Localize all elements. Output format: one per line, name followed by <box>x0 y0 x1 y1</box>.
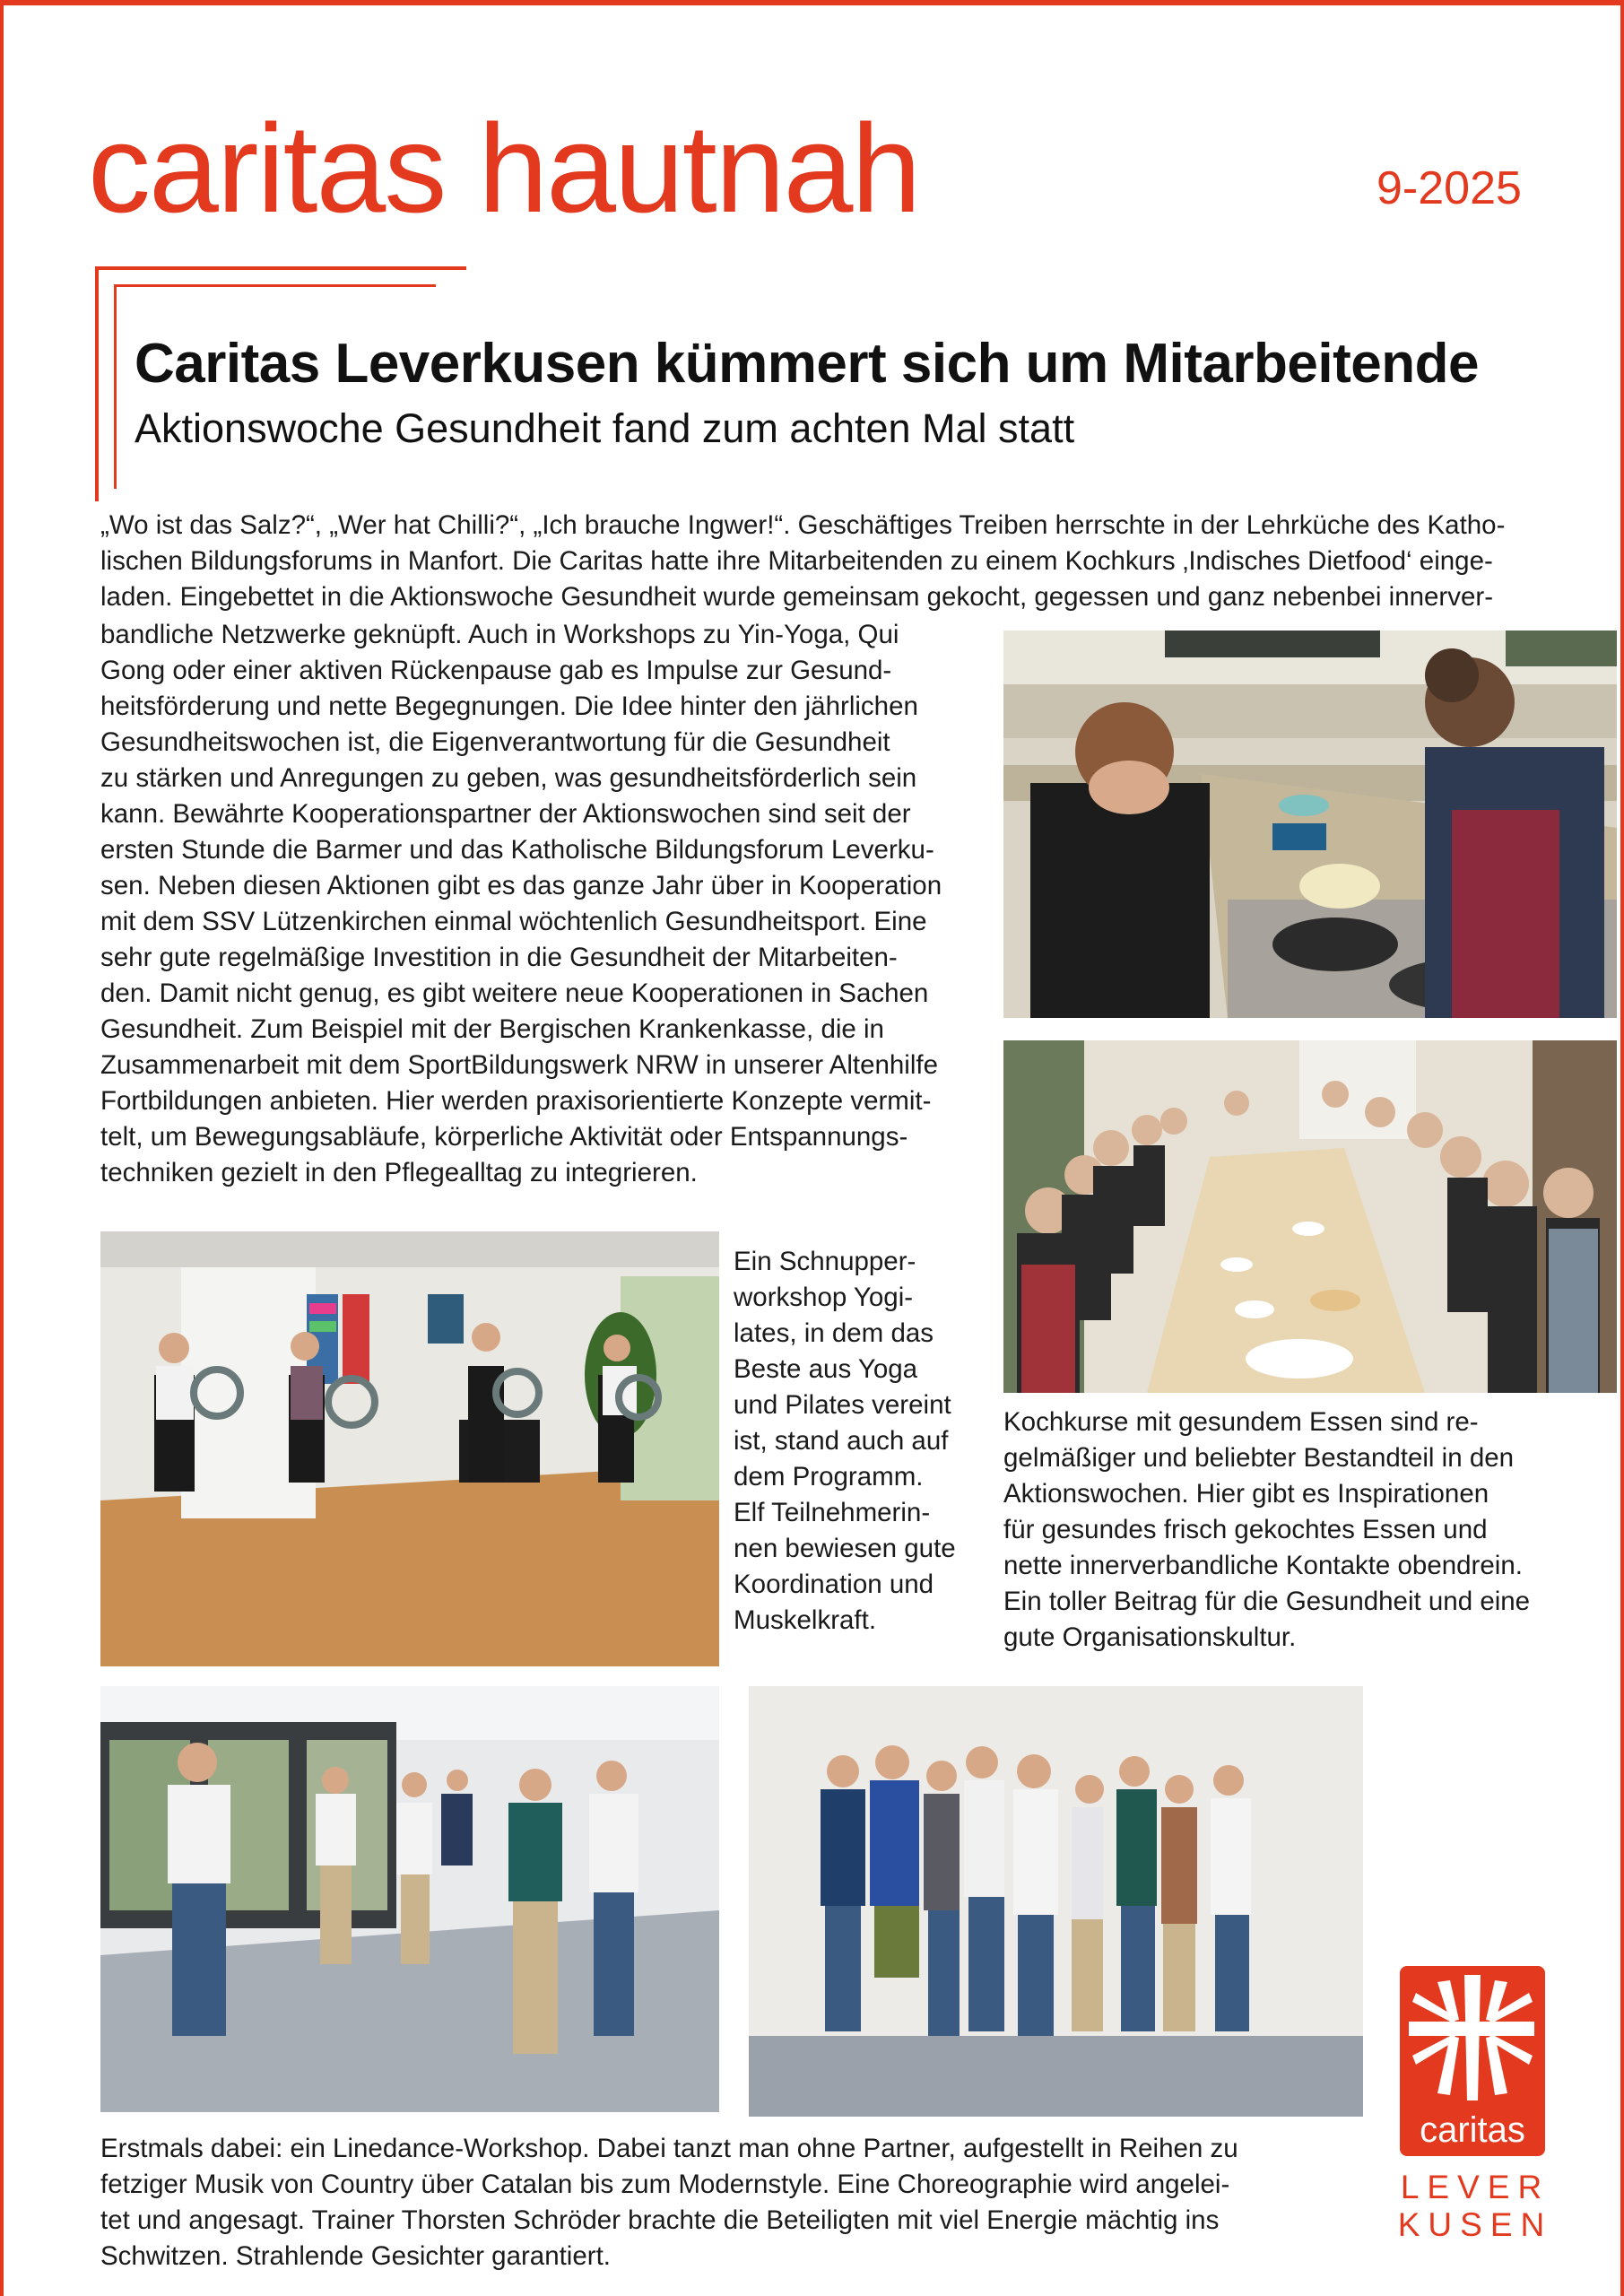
text-line: Beste aus Yoga <box>734 1354 918 1384</box>
photo-cooking-class <box>1003 631 1617 1018</box>
masthead-title: caritas hautnah <box>88 98 920 239</box>
text-line: nen bewiesen gute <box>734 1534 956 1563</box>
text-line: Fortbildungen anbieten. Hier werden praxisorientierte Konzepte vermit- <box>100 1086 932 1116</box>
logo-city-line-1: LEVER <box>1400 2169 1550 2205</box>
text-line: Erstmals dabei: ein Linedance-Workshop. Dabei tanzt man ohne Partner, aufgestellt in Reihen zu <box>100 2134 1238 2163</box>
text-line: zu stärken und Anregungen zu geben, was gesundheitsförderlich sein <box>100 763 917 793</box>
text-line: Muskelkraft. <box>734 1605 877 1635</box>
text-line: nette innerverbandliche Kontakte obendrein. <box>1003 1551 1523 1580</box>
caption-cooking <box>1003 1405 1613 1656</box>
text-line: dem Programm. <box>734 1462 924 1492</box>
text-line: und Pilates vereint <box>734 1390 951 1420</box>
headline-bracket-outer-top <box>95 266 466 270</box>
text-line: Zusammenarbeit mit dem SportBildungswerk NRW in unserer Altenhilfe <box>100 1050 939 1080</box>
text-line: Kochkurse mit gesundem Essen sind re- <box>1003 1407 1479 1437</box>
photo-linedance-workshop <box>100 1686 719 2112</box>
text-line: kann. Bewährte Kooperationspartner der Aktionswochen sind seit der <box>100 799 911 829</box>
text-line: Gesundheitswochen ist, die Eigenverantwortung für die Gesundheit <box>100 727 890 757</box>
text-line: Elf Teilnehmerin- <box>734 1498 931 1527</box>
headline-bracket-outer-side <box>95 266 99 501</box>
caption-yogilates <box>734 1244 994 1639</box>
text-line: Gong oder einer aktiven Rückenpause gab es Impulse zur Gesund- <box>100 656 892 685</box>
text-line: Gesundheit. Zum Beispiel mit der Bergischen Krankenkasse, die in <box>100 1014 884 1044</box>
text-line: gelmäßiger und beliebter Bestandteil in den <box>1003 1443 1515 1473</box>
text-line: techniken gezielt in den Pflegealltag zu integrieren. <box>100 1158 698 1187</box>
article-subheadline: Aktionswoche Gesundheit fand zum achten Mal statt <box>135 405 1075 451</box>
photo-yogilates-workshop <box>100 1231 719 1666</box>
page-frame-top <box>0 0 1624 5</box>
text-line: heitsförderung und nette Begegnungen. Die Idee hinter den jährlichen <box>100 691 918 721</box>
text-line: tet und angesagt. Trainer Thorsten Schröder brachte die Beteiligten mit viel Energie mächtig ins <box>100 2205 1220 2235</box>
text-line: Ein toller Beitrag für die Gesundheit und eine <box>1003 1587 1531 1616</box>
issue-number: 9-2025 <box>1376 162 1522 214</box>
page-frame-right <box>1620 0 1624 2296</box>
article-body <box>100 617 997 1191</box>
text-line: Aktionswochen. Hier gibt es Inspirationen <box>1003 1479 1489 1509</box>
photo-group-portrait <box>749 1686 1363 2117</box>
text-line: ersten Stunde die Barmer und das Katholische Bildungsforum Leverku- <box>100 835 934 865</box>
text-line: sehr gute regelmäßige Investition in die Gesundheit der Mitarbeiten- <box>100 943 898 972</box>
text-line: fetziger Musik von Country über Catalan bis zum Modernstyle. Eine Choreographie wird angelei- <box>100 2170 1230 2199</box>
caritas-logo <box>1400 1966 1545 2156</box>
text-line: Koordination und <box>734 1570 934 1599</box>
text-line: bandliche Netzwerke geknüpft. Auch in Workshops zu Yin-Yoga, Qui <box>100 620 899 649</box>
text-line: den. Damit nicht genug, es gibt weitere neue Kooperationen in Sachen <box>100 978 929 1008</box>
headline-bracket-inner-side <box>114 284 117 489</box>
photo-group-dinner-table <box>1003 1040 1617 1393</box>
text-line: Schwitzen. Strahlende Gesichter garantiert. <box>100 2241 611 2271</box>
headline-bracket-inner-top <box>114 284 436 287</box>
logo-city-name <box>1385 2169 1565 2244</box>
text-line: für gesundes frisch gekochtes Essen und <box>1003 1515 1488 1544</box>
text-line: lischen Bildungsforums in Manfort. Die Caritas hatte ihre Mitarbeitenden zu einem Kochkurs ‚Indisches Dietfood‘ einge- <box>100 546 1493 576</box>
page-frame-left <box>0 0 4 2296</box>
article-lead <box>100 508 1580 615</box>
text-line: ist, stand auch auf <box>734 1426 949 1456</box>
text-line: „Wo ist das Salz?“, „Wer hat Chilli?“, „Ich brauche Ingwer!“. Geschäftiges Treiben herrschte in der Lehrküche des Katho- <box>100 510 1506 540</box>
text-line: lates, in dem das <box>734 1318 934 1348</box>
text-line: gute Organisationskultur. <box>1003 1622 1297 1652</box>
text-line: Ein Schnupper- <box>734 1247 916 1276</box>
text-line: mit dem SSV Lützenkirchen einmal wöchtenlich Gesundheitsport. Eine <box>100 907 927 936</box>
text-line: sen. Neben diesen Aktionen gibt es das ganze Jahr über in Kooperation <box>100 871 942 900</box>
text-line: workshop Yogi- <box>734 1283 914 1312</box>
logo-city-line-2: KUSEN <box>1397 2206 1553 2243</box>
text-line: telt, um Bewegungsabläufe, körperliche Aktivität oder Entspannungs- <box>100 1122 908 1152</box>
logo-wordmark: caritas <box>1420 2110 1525 2150</box>
caption-linedance <box>100 2131 1356 2274</box>
text-line: laden. Eingebettet in die Aktionswoche Gesundheit wurde gemeinsam gekocht, gegessen und ganz nebenbei innerver- <box>100 582 1494 612</box>
article-headline: Caritas Leverkusen kümmert sich um Mitarbeitende <box>135 333 1479 395</box>
